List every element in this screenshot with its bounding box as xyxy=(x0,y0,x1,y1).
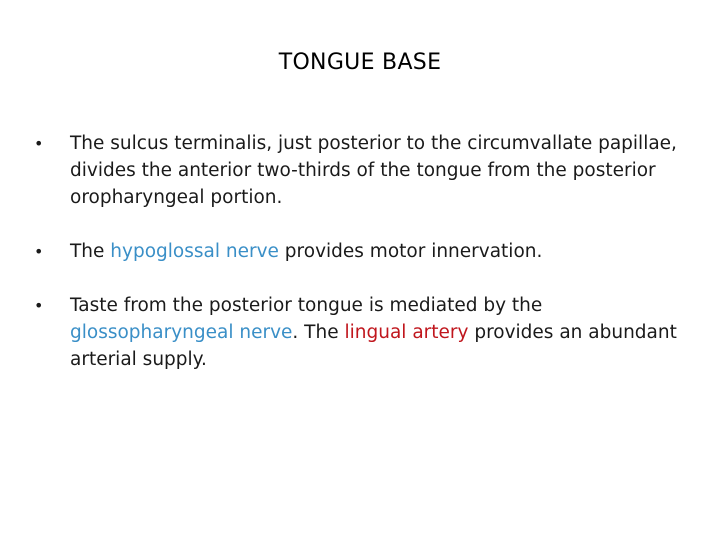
highlight-term-glossopharyngeal-nerve: glossopharyngeal nerve xyxy=(70,322,293,343)
highlight-term-lingual-artery: lingual artery xyxy=(344,322,469,343)
slide-title: TONGUE BASE xyxy=(278,50,442,75)
bullet-text: Taste from the posterior tongue is mediated by the xyxy=(70,295,543,316)
bullet-dot-icon: • xyxy=(34,242,44,261)
bullet-text: The xyxy=(70,241,111,262)
bullet-list xyxy=(34,130,704,373)
bullet-dot-icon: • xyxy=(34,134,44,153)
bullet-item-taste-and-artery xyxy=(34,292,704,373)
bullet-dot-icon: • xyxy=(34,296,44,315)
highlight-term-hypoglossal-nerve: hypoglossal nerve xyxy=(110,241,279,262)
bullet-text: The sulcus terminalis, just posterior to the circumvallate papillae, divides the anterior two-thirds of the tongue from the posterior oropharyngeal portion. xyxy=(70,133,677,208)
bullet-text: provides an abundant arterial supply. xyxy=(70,322,677,370)
bullet-item-sulcus-terminalis xyxy=(34,130,704,211)
bullet-text: provides motor innervation. xyxy=(278,241,543,262)
bullet-text: . The xyxy=(292,322,345,343)
bullet-item-hypoglossal-nerve xyxy=(34,238,704,265)
